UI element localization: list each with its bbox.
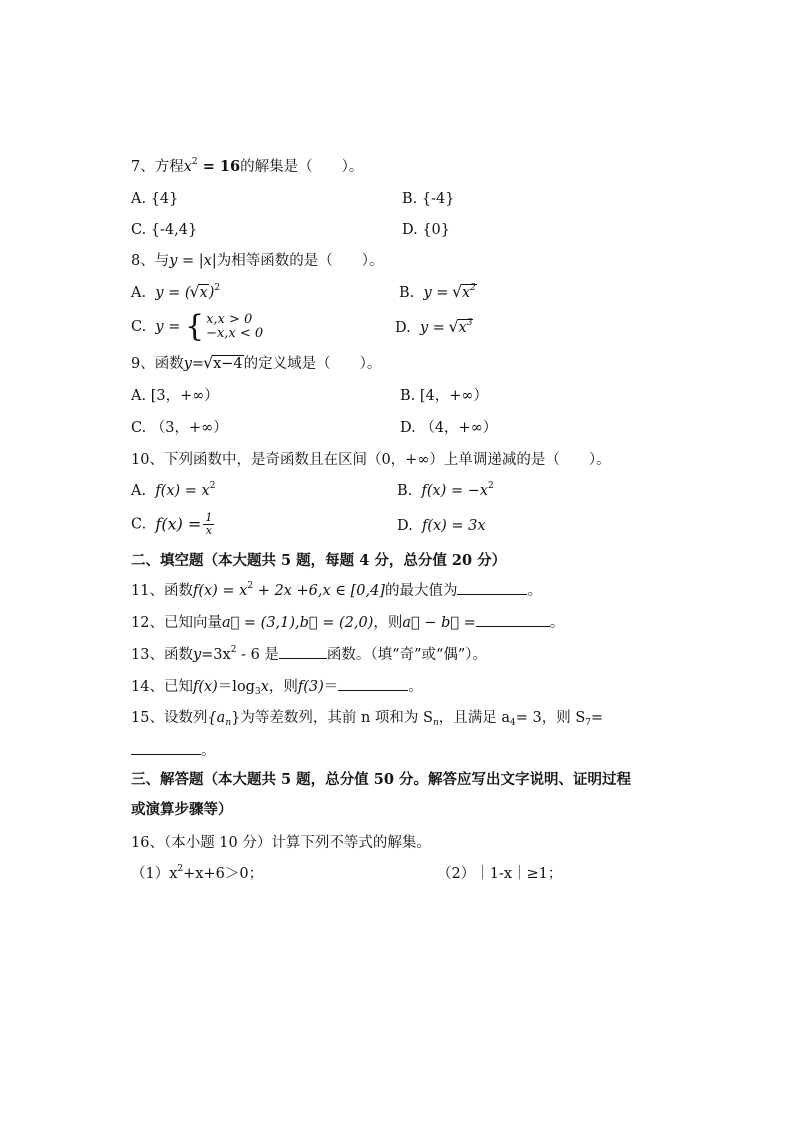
exponent: 2 [177,864,184,874]
question-7-stem [131,157,363,177]
math: {a [207,710,226,726]
math: f(x) = x [192,583,248,599]
math-rest: = 16 [197,158,241,175]
question-16-stem: 16、（本小题 10 分）计算下列不等式的解集。 [131,835,431,851]
option-label: B. [399,285,415,301]
brace-glyph: { [184,309,205,344]
text: - 6 是 [236,647,279,663]
section-3-heading-line2: 或演算步骤等） [131,801,233,818]
subscript: 4 [510,718,516,728]
math: y = [419,320,450,336]
numerator: 1 [205,511,213,524]
option-label: A. [131,483,147,499]
sqrt [451,318,474,338]
q16-part-2: （2）｜1-x｜≥1； [437,866,563,882]
exponent: 2 [470,283,476,293]
text: +x+6＞0； [183,866,264,882]
option-label: C. [131,516,147,533]
question-9-stem [131,354,381,374]
text: 9、函数 [131,356,184,372]
section-3-heading-line1: 三、解答题（本大题共 5 题，总分值 50 分。解答应写出文字说明、证明过程 [131,771,631,788]
math: f(x) = 3x [421,518,486,534]
text: 。 [549,615,565,631]
q9-option-a: A. [3，+∞） [131,388,219,404]
q7-option-c: C. {-4,4} [131,222,198,238]
radicand: x [199,285,208,301]
sqrt [454,283,477,303]
exponent: 2 [488,481,494,491]
q10-option-a [131,481,215,501]
q8-option-b [399,283,477,303]
exponent: 2 [214,283,221,293]
piecewise [184,309,264,344]
text: （1） [131,866,170,882]
math: f(x) [192,679,218,695]
q9-option-b: B. [4，+∞） [400,388,488,404]
question-8-stem [131,251,384,271]
denominator: x [205,524,212,537]
subscript: n [432,718,439,728]
exponent: 3 [466,318,473,328]
answer-blank[interactable] [338,676,408,691]
answer-blank[interactable] [279,644,327,659]
subscript: n [225,718,232,728]
q9-option-c: C. （3，+∞） [131,420,228,436]
math: y = ( [155,285,191,301]
var: x [458,320,467,336]
text: 11、函数 [131,583,193,599]
math: f(x) = [155,514,202,534]
text: ，则 [373,615,403,631]
math: f(x) = −x [421,483,489,499]
q10-option-d [397,516,486,536]
cases [206,313,263,341]
text: ＝ [323,679,339,695]
math: ＝log [217,679,255,695]
text: 的最大值为 [384,583,458,599]
q7-option-b: B. {-4} [402,191,455,207]
q16-part-1 [131,864,263,884]
option-label: D. [395,320,411,336]
math: y [192,647,202,663]
text: 的解集是（ ）。 [240,159,364,175]
option-label: B. [397,483,413,499]
math: x [260,679,269,695]
text: 函数。（填“奇”或“偶”）。 [326,647,488,663]
radicand [458,319,474,336]
fraction [203,512,214,537]
text: 12、已知向量 [131,615,222,631]
math: a⃗ − b⃗ = [402,615,476,631]
math: x [169,866,178,882]
question-15-line1 [131,708,603,728]
question-10-stem: 10、下列函数中，是奇函数且在区间（0，+∞）上单调递减的是（ ）。 [131,452,611,468]
math: y = [423,285,454,301]
question-13 [131,644,487,665]
question-12 [131,612,564,633]
math: f(3) [297,679,324,695]
text: 7、方程 [131,159,184,175]
exponent: 2 [247,581,254,591]
subscript: 7 [585,718,592,728]
text: 的定义域是（ ）。 [243,356,382,372]
question-14 [131,676,423,697]
math-eq: y = |x| [169,253,217,269]
math: ) [208,285,215,301]
text: 。 [408,679,423,695]
section-2-heading: 二、填空题（本大题共 5 题，每题 4 分，总分值 20 分） [131,552,507,569]
math: } [231,710,241,726]
option-label: C. [131,319,147,335]
exponent: 2 [191,157,198,167]
math: a⃗ = (3,1),b⃗ = (2,0) [221,615,374,631]
question-11 [131,580,542,601]
radicand: x−4 [213,356,243,372]
sqrt [205,354,244,374]
text: 为相等函数的是（ ）。 [216,253,384,269]
question-15-line2 [131,740,216,761]
text: 15、设数列 [131,710,208,726]
text: 14、已知 [131,679,193,695]
math: =3x [201,647,231,663]
text: = 3，则 S [515,710,586,726]
sqrt [192,283,209,303]
text: 8、与 [131,253,170,269]
text: 为等差数列，其前 n 项和为 S [240,710,433,726]
subscript: 3 [254,687,261,697]
radicand [461,284,477,301]
answer-blank[interactable] [476,612,550,627]
q7-option-a: A. {4} [131,191,179,207]
math-var: x [183,159,192,175]
q9-option-d: D. （4，+∞） [400,420,498,436]
q7-option-d: D. {0} [402,222,451,238]
answer-blank[interactable] [457,580,527,595]
text: ，则 [268,679,298,695]
exponent: 2 [209,481,216,491]
math: f(x) = x [155,483,210,499]
q10-option-c [131,512,216,537]
text: 13、函数 [131,647,193,663]
case-2: −x,x < 0 [206,326,264,341]
case-1: x,x > 0 [206,312,253,327]
text: 。 [201,743,216,759]
answer-blank[interactable] [131,740,201,755]
option-label: D. [397,518,413,534]
text: 。 [527,583,542,599]
text: ，且满足 a [438,710,511,726]
q8-option-a [131,283,220,303]
math: + 2x +6,x ∈ [0,4] [253,583,385,599]
exponent: 2 [230,645,237,655]
math: y = [155,319,181,335]
option-label: A. [131,285,147,301]
math: y= [183,356,205,372]
q10-option-b [397,481,494,501]
q8-option-d [395,318,473,338]
text: = [591,710,604,726]
var: x [462,285,471,301]
q8-option-c [131,309,264,344]
